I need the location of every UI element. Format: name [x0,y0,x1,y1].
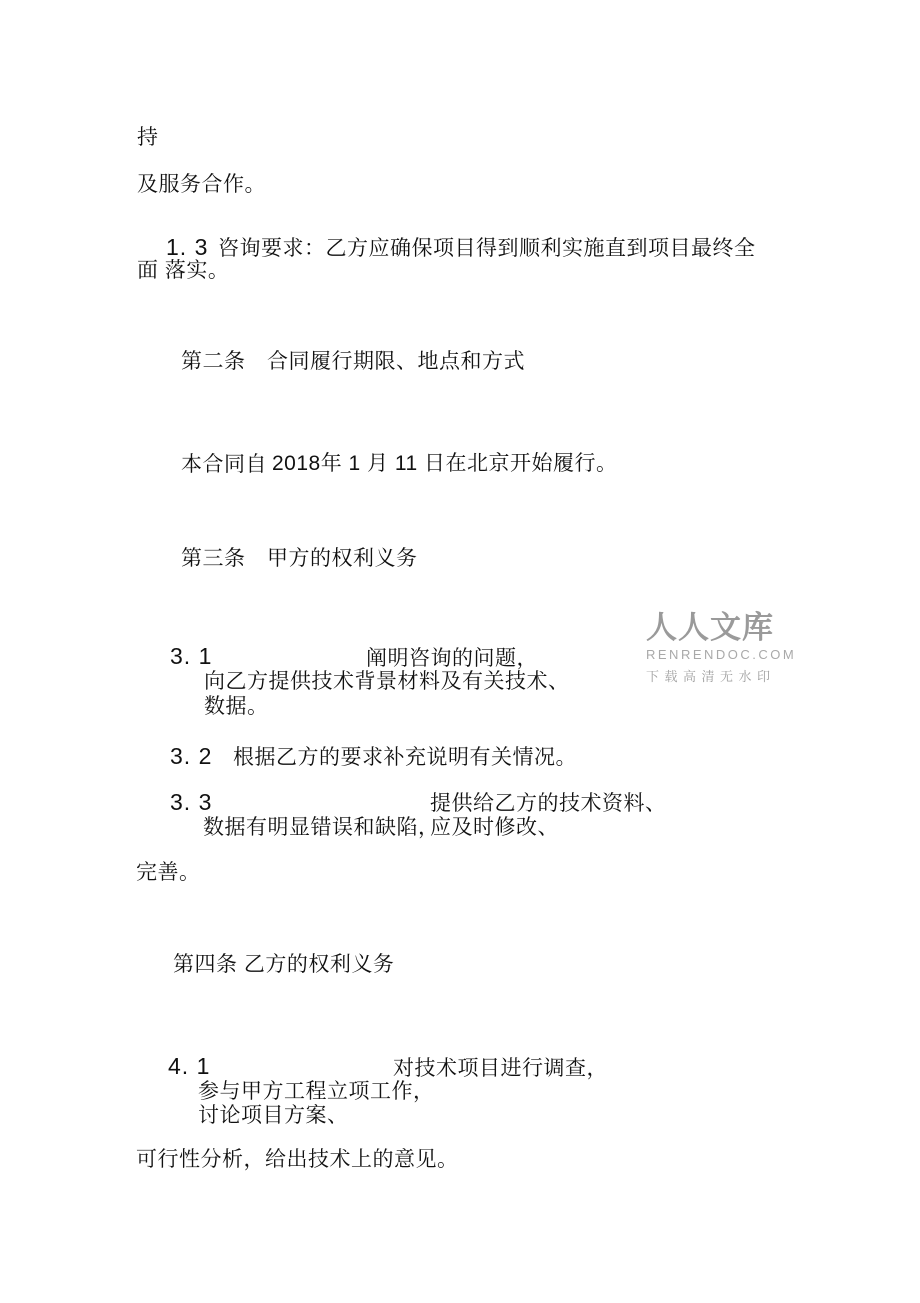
article-2-date: 2018年 1 月 11 日在北京开始履行。 [272,452,618,475]
clause-3-2-number: 3. 2 [170,743,213,769]
paragraph-fragment-service: 及服务合作。 [137,173,266,196]
watermark-logo-text: 人人文库 [646,610,774,645]
clause-4-1-line2: 参与甲方工程立项工作， [198,1080,435,1103]
watermark-domain-text: RENRENDOC.COM [646,646,797,662]
watermark [646,612,796,685]
paragraph-fragment-chi: 持 [137,126,159,149]
clause-4-1-line3: 讨论项目方案、 [198,1104,349,1127]
clause-3-1-text: 阐明咨询的问题， [366,647,538,670]
clause-1-3-number: 1. 3 [166,234,209,260]
clause-4-1-wrap: 可行性分析，给出技术上的意见。 [136,1148,459,1171]
clause-4-1-text: 对技术项目进行调查， [393,1057,608,1080]
clause-1-3-wrap: 面 落实。 [137,259,230,282]
article-2-heading: 第二条 合同履行期限、地点和方式 [181,350,525,373]
clause-3-1-line2: 向乙方提供技术背景材料及有关技术、 [204,670,570,693]
clause-3-3-number: 3. 3 [170,789,213,815]
clause-3-3-line2b: 应及时修改、 [430,816,559,839]
clause-1-3-text: 咨询要求：乙方应确保项目得到顺利实施直到项目最终全 [218,237,756,260]
clause-3-1-line3: 数据。 [204,695,269,718]
article-4-heading: 第四条 乙方的权利义务 [173,953,395,976]
clause-4-1-number: 4. 1 [168,1053,211,1079]
clause-3-3-wrap: 完善。 [136,861,201,884]
article-3-heading: 第三条 甲方的权利义务 [181,547,418,570]
clause-3-3-text: 提供给乙方的技术资料、 [430,792,667,815]
clause-3-1-number: 3. 1 [170,643,213,669]
watermark-tagline-text: 下载高清无水印 [646,668,776,684]
clause-3-3-line2a: 数据有明显错误和缺陷， [203,816,440,839]
clause-3-2-text: 根据乙方的要求补充说明有关情况。 [233,746,577,769]
article-2-intro: 本合同自 [181,453,267,476]
